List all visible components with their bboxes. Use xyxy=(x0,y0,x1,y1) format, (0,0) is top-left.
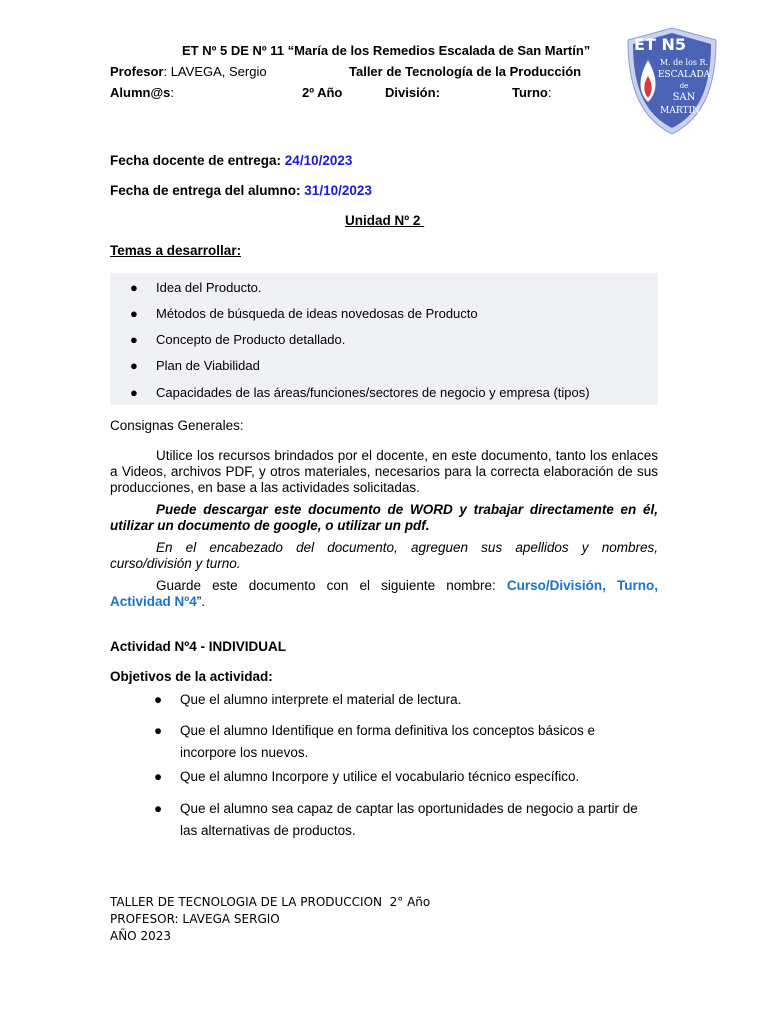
bullet-icon: ● xyxy=(130,306,138,321)
activity-title: Actividad Nº4 - INDIVIDUAL xyxy=(110,639,286,654)
footer-course: TALLER DE TECNOLOGIA DE LA PRODUCCION 2° Año xyxy=(110,895,431,909)
bullet-icon: ● xyxy=(130,358,138,373)
division-label: División: xyxy=(385,85,440,100)
bullet-icon: ● xyxy=(130,332,138,347)
footer-teacher: PROFESOR: LAVEGA SERGIO xyxy=(110,912,280,926)
instructions-paragraph-2 xyxy=(110,502,658,534)
objective-text: Que el alumno interprete el material de lectura. xyxy=(180,692,462,707)
instructions-text-3: En el encabezado del documento, agreguen sus apellidos y nombres, curso/división y turno. xyxy=(110,540,658,571)
footer-year: AÑO 2023 xyxy=(110,929,171,943)
bullet-icon: ● xyxy=(154,801,163,816)
instructions-paragraph-3 xyxy=(110,540,658,572)
bullet-icon: ● xyxy=(154,692,163,707)
crest-line-1: M. de los R. xyxy=(659,58,709,67)
student-due-label: Fecha de entrega del alumno: xyxy=(110,183,305,198)
teacher-label-sep: : xyxy=(163,64,168,79)
instructions-title: Consignas Generales: xyxy=(110,418,244,433)
crest-line-3: de xyxy=(679,82,689,90)
bullet-icon: ● xyxy=(130,280,138,295)
topic-text: Capacidades de las áreas/funciones/sectores de negocio y empresa (tipos) xyxy=(156,385,590,400)
student-due-value: 31/10/2023 xyxy=(304,183,372,198)
topic-text: Métodos de búsqueda de ideas novedosas de Producto xyxy=(156,306,478,321)
teacher-due-label: Fecha docente de entrega: xyxy=(110,153,285,168)
student-due-date xyxy=(110,183,372,198)
crest-line-4: SAN xyxy=(672,92,696,103)
instructions-text-4-end: ”. xyxy=(196,594,205,609)
instructions-text-4: Guarde este documento con el siguiente nombre: xyxy=(156,578,507,593)
teacher-due-date xyxy=(110,153,352,168)
shift-line xyxy=(512,85,551,100)
bullet-icon: ● xyxy=(154,769,163,784)
objective-text: Que el alumno Incorpore y utilice el vocabulario técnico específico. xyxy=(180,769,580,784)
instructions-paragraph-1 xyxy=(110,448,658,496)
topic-text: Idea del Producto. xyxy=(156,280,262,295)
teacher-line xyxy=(110,64,267,79)
school-crest-logo xyxy=(624,26,720,136)
shift-label: Turno xyxy=(512,85,548,100)
teacher-name: LAVEGA, Sergio xyxy=(167,64,267,79)
topic-text: Plan de Viabilidad xyxy=(156,358,260,373)
unit-title: Unidad Nº 2 xyxy=(345,213,425,228)
teacher-due-value: 24/10/2023 xyxy=(284,153,353,168)
shift-label-sep: : xyxy=(547,85,552,100)
objective-text: Que el alumno Identifique en forma definitiva los conceptos básicos e incorpore los nuevos. xyxy=(180,723,595,760)
crest-line-5: MARTIN xyxy=(660,106,700,116)
topic-text: Concepto de Producto detallado. xyxy=(156,332,346,347)
workshop-name: Taller de Tecnología de la Producción xyxy=(349,64,582,79)
instructions-text-2: Puede descargar este documento de WORD y trabajar directamente en él, utilizar un documento de google, o utilizar un pdf. xyxy=(110,502,658,533)
objectives-title: Objetivos de la actividad: xyxy=(110,669,273,684)
students-line xyxy=(110,85,174,100)
file-name-format: Curso/División, Turno, Actividad Nº4 xyxy=(110,578,658,609)
school-name: ET Nº 5 DE Nº 11 “María de los Remedios Escalada de San Martín” xyxy=(182,43,591,58)
topics-list xyxy=(110,273,658,405)
objective-text: Que el alumno sea capaz de captar las oportunidades de negocio a partir de las alternativas de productos. xyxy=(180,801,638,838)
bullet-icon: ● xyxy=(130,385,138,400)
instructions-paragraph-4 xyxy=(110,578,658,610)
crest-title: ET N5 xyxy=(634,35,686,54)
crest-line-2: ESCALADA xyxy=(657,70,711,80)
teacher-label: Profesor xyxy=(110,64,164,79)
students-label-sep: : xyxy=(170,85,174,100)
topics-title: Temas a desarrollar: xyxy=(110,243,242,258)
bullet-icon: ● xyxy=(154,723,163,738)
students-label: Alumn@s xyxy=(110,85,171,100)
year-label: 2º Año xyxy=(302,85,343,100)
instructions-text-1: Utilice los recursos brindados por el docente, en este documento, tanto los enlaces a Videos, archivos PDF, y otros materiales, necesarios para la correcta elaboración de sus producciones, en base a las actividades solicitadas. xyxy=(110,448,658,495)
